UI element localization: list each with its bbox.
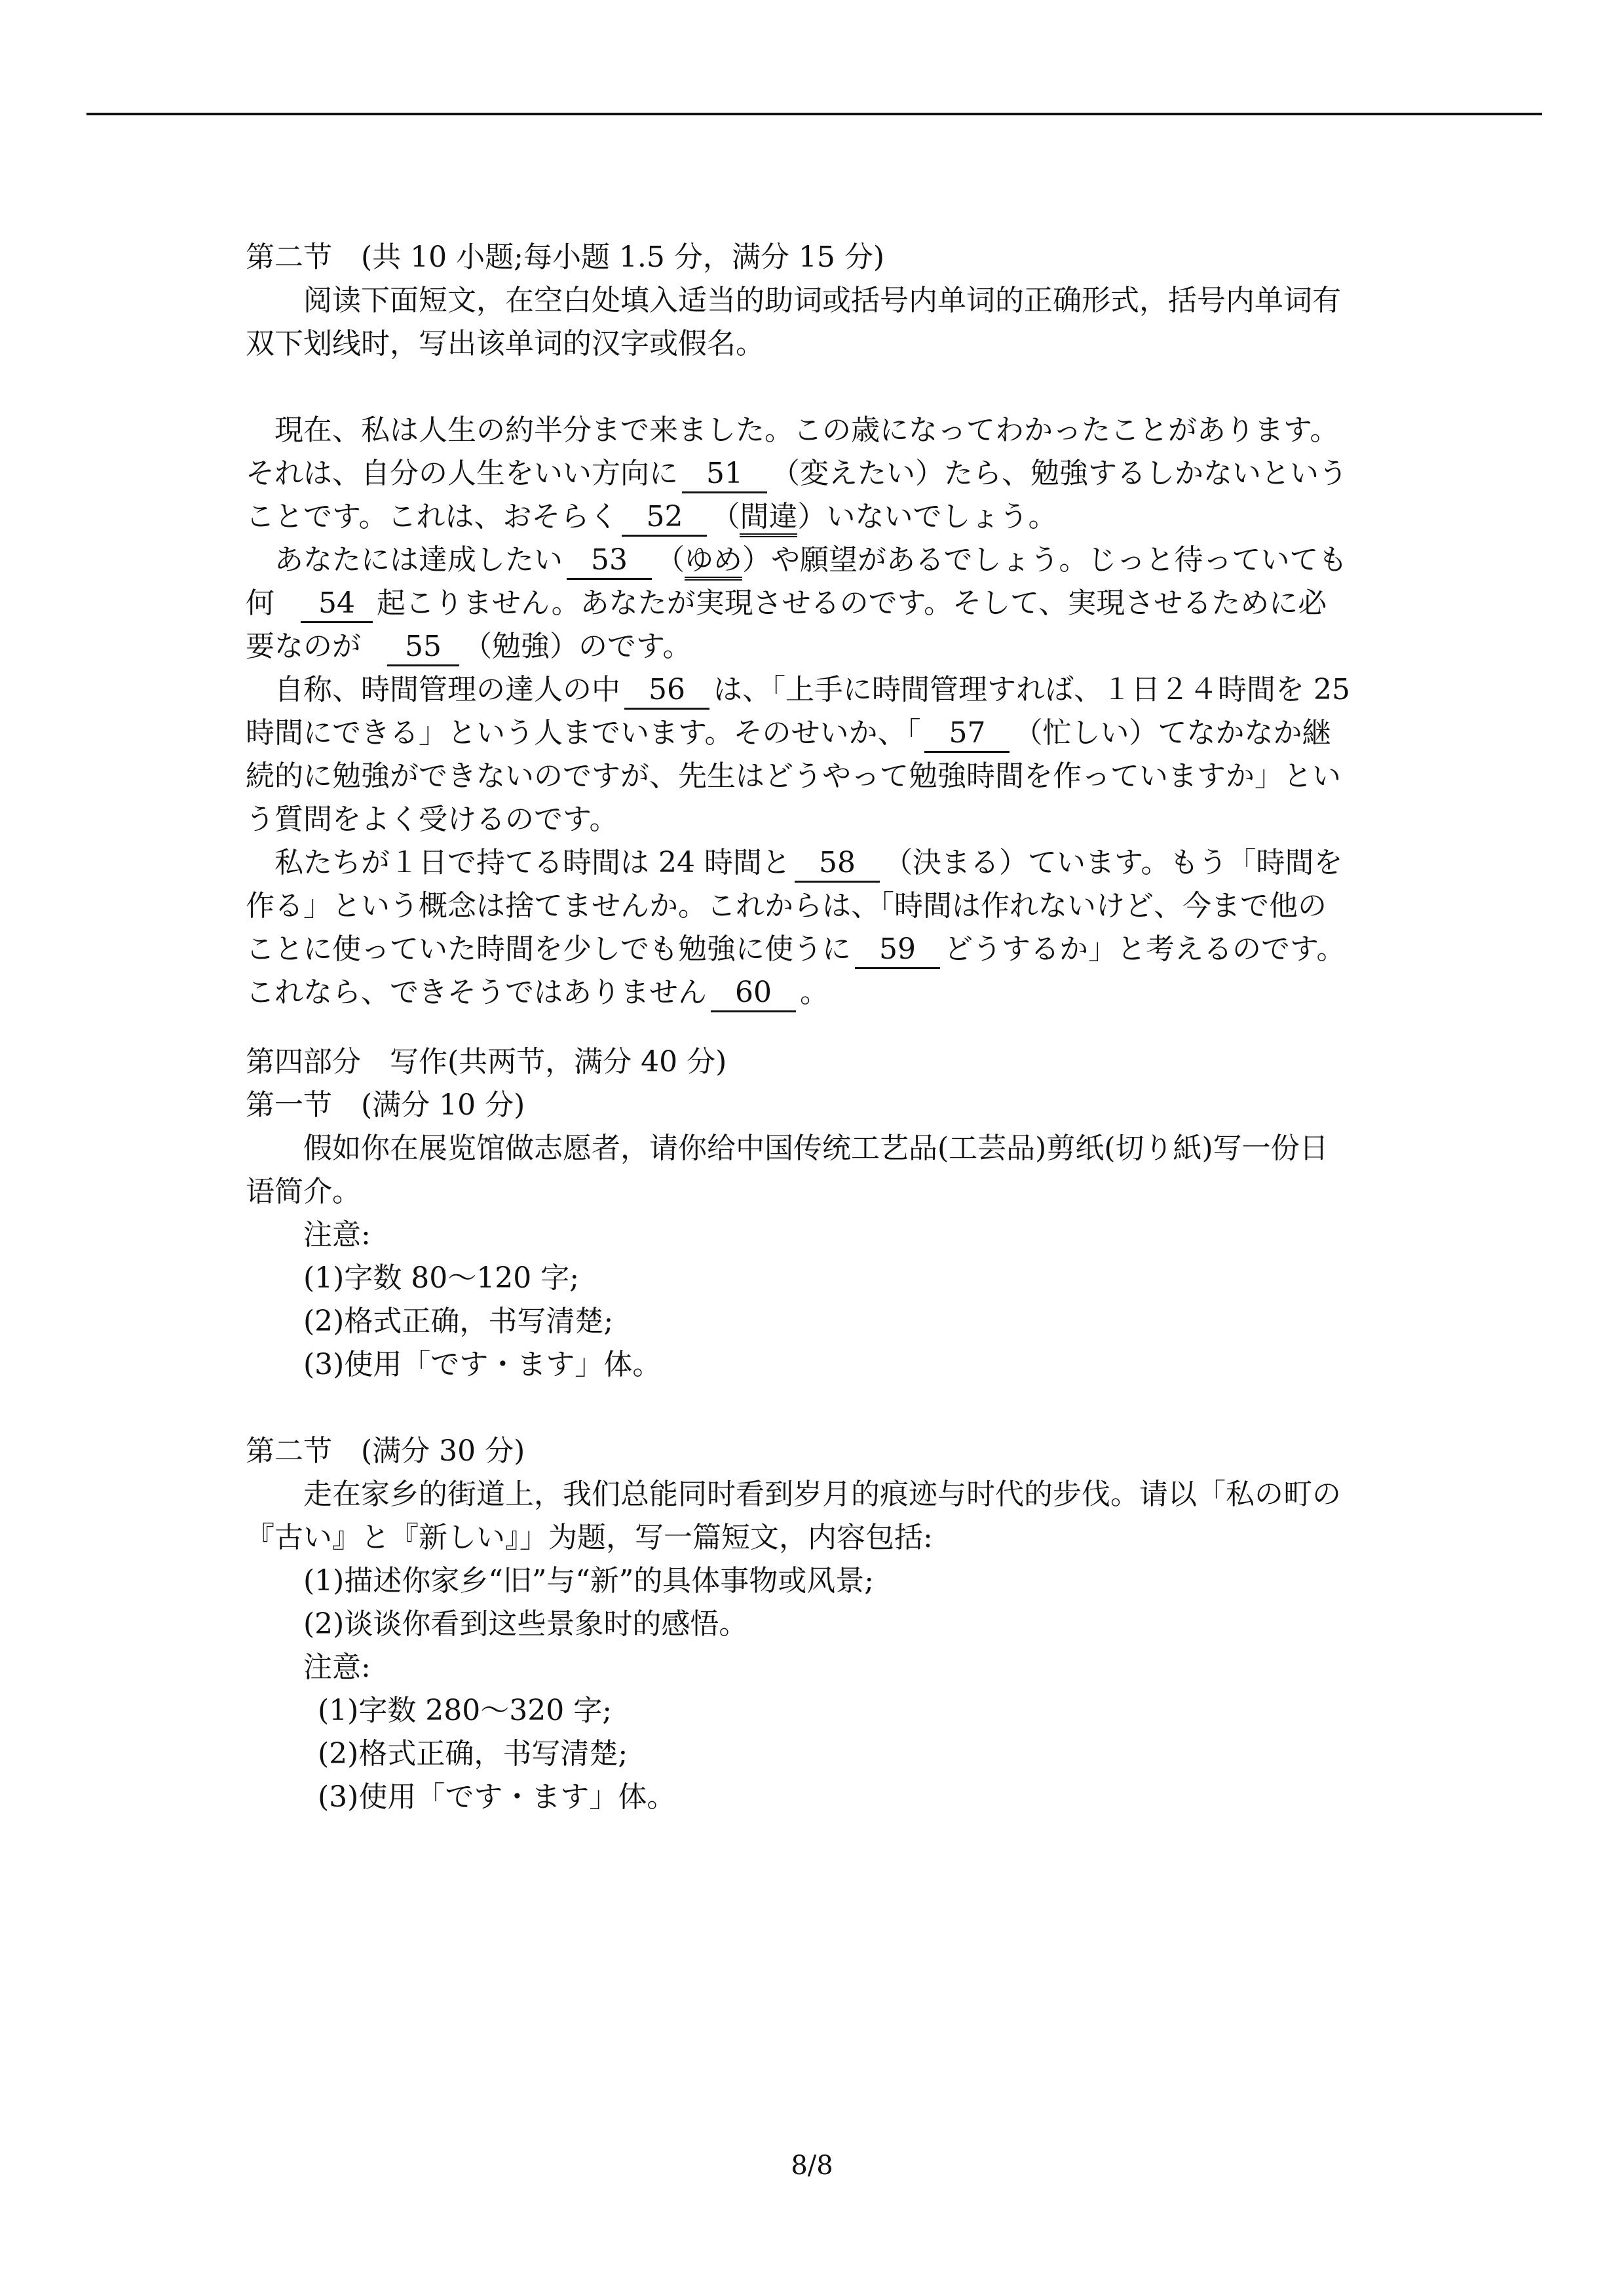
writing-prompt-1-line-1: 假如你在展览馆做志愿者，请你给中国传统工艺品(工芸品)剪纸(切り紙)写一份日 <box>303 1132 1329 1165</box>
note-item: (1)字数 280～320 字; <box>318 1694 613 1727</box>
passage-line: 続的に勉強ができないのですが、先生はどうやって勉強時間を作っていますか」とい <box>246 759 1341 793</box>
passage-line: 私たちが１日で持てる時間は 24 時間と 58 （決まる）ています。もう「時間を <box>246 841 1389 885</box>
blank-56: 56 <box>624 672 709 710</box>
blank-60: 60 <box>711 975 796 1012</box>
blank-54: 54 <box>301 586 373 623</box>
top-rule <box>86 113 1542 115</box>
passage-line: ことに使っていた時間を少しでも勉強に使うに 59 どうするか」と考えるのです。 <box>246 928 1389 971</box>
passage-line: 時間にできる」という人までいます。そのせいか、「 57 （忙しい）てなかなか継 <box>246 712 1389 755</box>
writing-prompt-2-line-2: 『古い』と『新しい』」为题，写一篇短文，内容包括: <box>246 1521 933 1554</box>
content-point: (2)谈谈你看到这些景象时的感悟。 <box>303 1607 748 1641</box>
note-item: (2)格式正确，书写清楚; <box>318 1737 628 1770</box>
blank-58: 58 <box>795 845 880 883</box>
content-point: (1)描述你家乡“旧”与“新”的具体事物或风景; <box>303 1564 875 1598</box>
passage-line: 現在、私は人生の約半分まで来ました。この歳になってわかったことがあります。 <box>274 413 1339 447</box>
note-item: (2)格式正确，书写清楚; <box>303 1305 614 1338</box>
note-item: (1)字数 80～120 字; <box>303 1261 580 1295</box>
writing-prompt-2-line-1: 走在家乡的街道上，我们总能同时看到岁月的痕迹与时代的步伐。请以「私の町の <box>303 1478 1341 1511</box>
passage-line: これなら、できそうではありません 60 。 <box>246 971 1389 1014</box>
double-underlined-word: 間違 <box>740 500 797 537</box>
note-label: 注意: <box>303 1651 371 1684</box>
passage-line: 作る」という概念は捨てませんか。これからは、「時間は作れないけど、今まで他の <box>246 889 1327 923</box>
writing-prompt-1-line-2: 语简介。 <box>246 1175 361 1208</box>
blank-51: 51 <box>682 456 767 493</box>
passage-line: ことです。これは、おそらく 52 （間違）いないでしょう。 <box>246 495 1389 539</box>
blank-59: 59 <box>855 932 940 969</box>
section-1-header: 第一节 (满分 10 分) <box>246 1088 525 1122</box>
passage-line: 要なのが 55 （勉強）のです。 <box>246 625 1389 668</box>
section-2-writing-header: 第二节 (满分 30 分) <box>246 1434 525 1468</box>
page-content <box>246 236 1389 1819</box>
blank-55: 55 <box>387 629 459 666</box>
note-label: 注意: <box>303 1218 371 1252</box>
part-4-header: 第四部分 写作(共两节，满分 40 分) <box>246 1045 727 1079</box>
instruction-line-2: 双下划线时，写出该单词的汉字或假名。 <box>246 327 765 360</box>
note-item: (3)使用「です・ます」体。 <box>303 1348 662 1381</box>
note-item: (3)使用「です・ます」体。 <box>318 1780 676 1814</box>
passage-line: あなたには達成したい 53 （ゆめ）や願望があるでしょう。じっと待っていても <box>246 539 1389 582</box>
instruction-line-1: 阅读下面短文，在空白处填入适当的助词或括号内单词的正确形式，括号内单词有 <box>303 284 1341 317</box>
passage-line: 自称、時間管理の達人の中 56 は、「上手に時間管理すれば、１日２４時間を 25 <box>246 668 1389 712</box>
double-underlined-word: ゆめ <box>685 543 742 581</box>
passage-line: 何 54 起こりません。あなたが実現させるのです。そして、実現させるために必 <box>246 582 1389 625</box>
blank-53: 53 <box>567 543 652 580</box>
blank-57: 57 <box>924 716 1010 753</box>
passage-line: う質問をよく受けるのです。 <box>246 803 618 836</box>
blank-52: 52 <box>622 499 707 537</box>
section-2-header: 第二节 (共 10 小题;每小题 1.5 分，满分 15 分) <box>246 240 885 274</box>
passage-line: それは、自分の人生をいい方向に 51 （変えたい）たら、勉強するしかないという <box>246 452 1389 495</box>
page-number: 8/8 <box>791 2151 833 2181</box>
